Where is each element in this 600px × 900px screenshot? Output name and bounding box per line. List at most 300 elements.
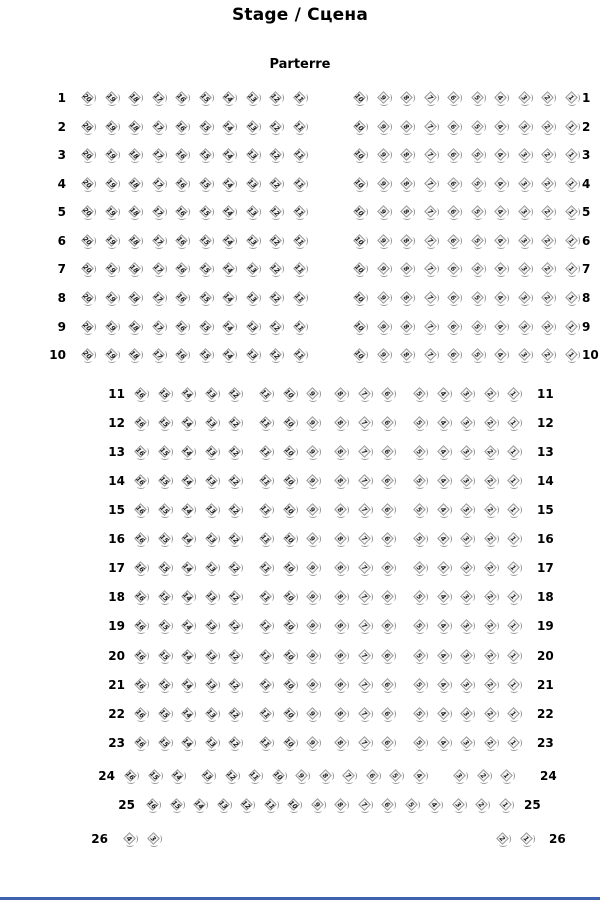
- seat[interactable]: [459, 735, 475, 751]
- seat[interactable]: [470, 204, 486, 220]
- seat[interactable]: [133, 589, 149, 605]
- seat[interactable]: [498, 797, 514, 813]
- seat[interactable]: [127, 261, 143, 277]
- seat[interactable]: [227, 415, 243, 431]
- seat[interactable]: [151, 347, 167, 363]
- seat[interactable]: [204, 560, 220, 576]
- seat[interactable]: [540, 176, 556, 192]
- seat[interactable]: [227, 560, 243, 576]
- seat[interactable]: [221, 233, 237, 249]
- seat[interactable]: [80, 147, 96, 163]
- seat[interactable]: [204, 502, 220, 518]
- seat[interactable]: [180, 444, 196, 460]
- seat[interactable]: [133, 444, 149, 460]
- seat[interactable]: [227, 735, 243, 751]
- seat[interactable]: [412, 648, 428, 664]
- seat[interactable]: [423, 176, 439, 192]
- seat[interactable]: [318, 768, 334, 784]
- seat[interactable]: [174, 176, 190, 192]
- seat[interactable]: [221, 347, 237, 363]
- seat[interactable]: [333, 473, 349, 489]
- seat[interactable]: [470, 176, 486, 192]
- seat[interactable]: [333, 618, 349, 634]
- seat[interactable]: [352, 204, 368, 220]
- seat[interactable]: [133, 502, 149, 518]
- seat[interactable]: [180, 648, 196, 664]
- seat[interactable]: [436, 677, 452, 693]
- seat[interactable]: [151, 261, 167, 277]
- seat[interactable]: [133, 386, 149, 402]
- seat[interactable]: [540, 90, 556, 106]
- seat[interactable]: [123, 768, 139, 784]
- seat[interactable]: [423, 147, 439, 163]
- seat[interactable]: [357, 618, 373, 634]
- seat[interactable]: [227, 706, 243, 722]
- seat[interactable]: [493, 119, 509, 135]
- seat[interactable]: [459, 531, 475, 547]
- seat[interactable]: [157, 560, 173, 576]
- seat[interactable]: [446, 290, 462, 306]
- seat[interactable]: [80, 90, 96, 106]
- seat[interactable]: [282, 531, 298, 547]
- seat[interactable]: [174, 290, 190, 306]
- seat[interactable]: [517, 176, 533, 192]
- seat[interactable]: [493, 319, 509, 335]
- seat[interactable]: [80, 261, 96, 277]
- seat[interactable]: [221, 176, 237, 192]
- seat[interactable]: [245, 119, 261, 135]
- seat[interactable]: [104, 147, 120, 163]
- seat[interactable]: [127, 176, 143, 192]
- seat[interactable]: [80, 176, 96, 192]
- seat[interactable]: [506, 735, 522, 751]
- seat[interactable]: [204, 677, 220, 693]
- seat[interactable]: [483, 589, 499, 605]
- seat[interactable]: [436, 415, 452, 431]
- seat[interactable]: [221, 290, 237, 306]
- seat[interactable]: [258, 589, 274, 605]
- seat[interactable]: [483, 531, 499, 547]
- seat[interactable]: [517, 261, 533, 277]
- seat[interactable]: [423, 290, 439, 306]
- seat[interactable]: [258, 531, 274, 547]
- seat[interactable]: [357, 706, 373, 722]
- seat[interactable]: [151, 319, 167, 335]
- seat[interactable]: [104, 233, 120, 249]
- seat[interactable]: [258, 735, 274, 751]
- seat[interactable]: [399, 319, 415, 335]
- seat[interactable]: [198, 319, 214, 335]
- seat[interactable]: [540, 147, 556, 163]
- seat[interactable]: [519, 831, 535, 847]
- seat[interactable]: [180, 560, 196, 576]
- seat[interactable]: [423, 319, 439, 335]
- seat[interactable]: [459, 386, 475, 402]
- seat[interactable]: [180, 618, 196, 634]
- seat[interactable]: [376, 176, 392, 192]
- seat[interactable]: [517, 204, 533, 220]
- seat[interactable]: [352, 233, 368, 249]
- seat[interactable]: [423, 90, 439, 106]
- seat[interactable]: [104, 176, 120, 192]
- seat[interactable]: [174, 119, 190, 135]
- seat[interactable]: [376, 319, 392, 335]
- seat[interactable]: [216, 797, 232, 813]
- seat[interactable]: [333, 735, 349, 751]
- seat[interactable]: [399, 176, 415, 192]
- seat[interactable]: [258, 386, 274, 402]
- seat[interactable]: [376, 233, 392, 249]
- seat[interactable]: [333, 415, 349, 431]
- seat[interactable]: [157, 648, 173, 664]
- seat[interactable]: [258, 415, 274, 431]
- seat[interactable]: [157, 444, 173, 460]
- seat[interactable]: [198, 290, 214, 306]
- seat[interactable]: [170, 768, 186, 784]
- seat[interactable]: [305, 531, 321, 547]
- seat[interactable]: [436, 560, 452, 576]
- seat[interactable]: [333, 531, 349, 547]
- seat[interactable]: [380, 735, 396, 751]
- seat[interactable]: [517, 347, 533, 363]
- seat[interactable]: [282, 618, 298, 634]
- seat[interactable]: [446, 176, 462, 192]
- seat[interactable]: [292, 119, 308, 135]
- seat[interactable]: [517, 290, 533, 306]
- seat[interactable]: [446, 119, 462, 135]
- seat[interactable]: [104, 204, 120, 220]
- seat[interactable]: [564, 119, 580, 135]
- seat[interactable]: [436, 502, 452, 518]
- seat[interactable]: [247, 768, 263, 784]
- seat[interactable]: [459, 444, 475, 460]
- seat[interactable]: [282, 415, 298, 431]
- seat[interactable]: [104, 290, 120, 306]
- seat[interactable]: [133, 560, 149, 576]
- seat[interactable]: [133, 677, 149, 693]
- seat[interactable]: [204, 706, 220, 722]
- seat[interactable]: [268, 176, 284, 192]
- seat[interactable]: [470, 347, 486, 363]
- seat[interactable]: [204, 415, 220, 431]
- seat[interactable]: [470, 147, 486, 163]
- seat[interactable]: [268, 147, 284, 163]
- seat[interactable]: [180, 415, 196, 431]
- seat[interactable]: [282, 677, 298, 693]
- seat[interactable]: [506, 473, 522, 489]
- seat[interactable]: [470, 261, 486, 277]
- seat[interactable]: [380, 648, 396, 664]
- seat[interactable]: [204, 531, 220, 547]
- seat[interactable]: [258, 502, 274, 518]
- seat[interactable]: [80, 319, 96, 335]
- seat[interactable]: [333, 502, 349, 518]
- seat[interactable]: [436, 648, 452, 664]
- seat[interactable]: [282, 386, 298, 402]
- seat[interactable]: [459, 560, 475, 576]
- seat[interactable]: [292, 347, 308, 363]
- seat[interactable]: [157, 706, 173, 722]
- seat[interactable]: [227, 444, 243, 460]
- seat[interactable]: [357, 589, 373, 605]
- seat[interactable]: [357, 415, 373, 431]
- seat[interactable]: [399, 119, 415, 135]
- seat[interactable]: [258, 706, 274, 722]
- seat[interactable]: [446, 319, 462, 335]
- seat[interactable]: [245, 90, 261, 106]
- seat[interactable]: [564, 176, 580, 192]
- seat[interactable]: [365, 768, 381, 784]
- seat[interactable]: [483, 444, 499, 460]
- seat[interactable]: [423, 261, 439, 277]
- seat[interactable]: [221, 119, 237, 135]
- seat[interactable]: [333, 589, 349, 605]
- seat[interactable]: [540, 204, 556, 220]
- seat[interactable]: [271, 768, 287, 784]
- seat[interactable]: [133, 531, 149, 547]
- seat[interactable]: [227, 386, 243, 402]
- seat[interactable]: [540, 347, 556, 363]
- seat[interactable]: [204, 618, 220, 634]
- seat[interactable]: [506, 560, 522, 576]
- seat[interactable]: [436, 386, 452, 402]
- seat[interactable]: [157, 589, 173, 605]
- seat[interactable]: [412, 677, 428, 693]
- seat[interactable]: [333, 706, 349, 722]
- seat[interactable]: [305, 386, 321, 402]
- seat[interactable]: [412, 444, 428, 460]
- seat[interactable]: [357, 560, 373, 576]
- seat[interactable]: [506, 444, 522, 460]
- seat[interactable]: [80, 204, 96, 220]
- seat[interactable]: [412, 618, 428, 634]
- seat[interactable]: [151, 176, 167, 192]
- seat[interactable]: [80, 119, 96, 135]
- seat[interactable]: [245, 319, 261, 335]
- seat[interactable]: [427, 797, 443, 813]
- seat[interactable]: [493, 147, 509, 163]
- seat[interactable]: [157, 531, 173, 547]
- seat[interactable]: [380, 677, 396, 693]
- seat[interactable]: [459, 473, 475, 489]
- seat[interactable]: [412, 589, 428, 605]
- seat[interactable]: [169, 797, 185, 813]
- seat[interactable]: [80, 233, 96, 249]
- seat[interactable]: [399, 147, 415, 163]
- seat[interactable]: [227, 502, 243, 518]
- seat[interactable]: [221, 204, 237, 220]
- seat[interactable]: [459, 415, 475, 431]
- seat[interactable]: [198, 347, 214, 363]
- seat[interactable]: [380, 386, 396, 402]
- seat[interactable]: [446, 261, 462, 277]
- seat[interactable]: [245, 233, 261, 249]
- seat[interactable]: [221, 261, 237, 277]
- seat[interactable]: [436, 735, 452, 751]
- seat[interactable]: [157, 415, 173, 431]
- seat[interactable]: [506, 386, 522, 402]
- seat[interactable]: [446, 347, 462, 363]
- seat[interactable]: [282, 502, 298, 518]
- seat[interactable]: [258, 677, 274, 693]
- seat[interactable]: [174, 233, 190, 249]
- seat[interactable]: [198, 233, 214, 249]
- seat[interactable]: [483, 677, 499, 693]
- seat[interactable]: [151, 204, 167, 220]
- seat[interactable]: [352, 176, 368, 192]
- seat[interactable]: [483, 706, 499, 722]
- seat[interactable]: [224, 768, 240, 784]
- seat[interactable]: [506, 531, 522, 547]
- seat[interactable]: [286, 797, 302, 813]
- seat[interactable]: [151, 90, 167, 106]
- seat[interactable]: [540, 233, 556, 249]
- seat[interactable]: [204, 386, 220, 402]
- seat[interactable]: [245, 176, 261, 192]
- seat[interactable]: [506, 706, 522, 722]
- seat[interactable]: [268, 290, 284, 306]
- seat[interactable]: [459, 648, 475, 664]
- seat[interactable]: [145, 797, 161, 813]
- seat[interactable]: [357, 797, 373, 813]
- seat[interactable]: [352, 90, 368, 106]
- seat[interactable]: [227, 589, 243, 605]
- seat[interactable]: [380, 502, 396, 518]
- seat[interactable]: [305, 415, 321, 431]
- seat[interactable]: [459, 677, 475, 693]
- seat[interactable]: [192, 797, 208, 813]
- seat[interactable]: [204, 648, 220, 664]
- seat[interactable]: [198, 204, 214, 220]
- seat[interactable]: [352, 119, 368, 135]
- seat[interactable]: [540, 290, 556, 306]
- seat[interactable]: [268, 119, 284, 135]
- seat[interactable]: [227, 648, 243, 664]
- seat[interactable]: [380, 444, 396, 460]
- seat[interactable]: [459, 589, 475, 605]
- seat[interactable]: [133, 648, 149, 664]
- seat[interactable]: [127, 90, 143, 106]
- seat[interactable]: [333, 560, 349, 576]
- seat[interactable]: [133, 618, 149, 634]
- seat[interactable]: [227, 677, 243, 693]
- seat[interactable]: [292, 90, 308, 106]
- seat[interactable]: [157, 473, 173, 489]
- seat[interactable]: [436, 706, 452, 722]
- seat[interactable]: [292, 147, 308, 163]
- seat[interactable]: [305, 473, 321, 489]
- seat[interactable]: [376, 204, 392, 220]
- seat[interactable]: [474, 797, 490, 813]
- seat[interactable]: [133, 706, 149, 722]
- seat[interactable]: [446, 233, 462, 249]
- seat[interactable]: [388, 768, 404, 784]
- seat[interactable]: [540, 261, 556, 277]
- seat[interactable]: [268, 233, 284, 249]
- seat[interactable]: [198, 261, 214, 277]
- seat[interactable]: [352, 290, 368, 306]
- seat[interactable]: [357, 735, 373, 751]
- seat[interactable]: [227, 473, 243, 489]
- seat[interactable]: [157, 618, 173, 634]
- seat[interactable]: [357, 502, 373, 518]
- seat[interactable]: [540, 319, 556, 335]
- seat[interactable]: [451, 797, 467, 813]
- seat[interactable]: [333, 386, 349, 402]
- seat[interactable]: [399, 204, 415, 220]
- seat[interactable]: [245, 147, 261, 163]
- seat[interactable]: [376, 290, 392, 306]
- seat[interactable]: [517, 147, 533, 163]
- seat[interactable]: [493, 90, 509, 106]
- seat[interactable]: [506, 677, 522, 693]
- seat[interactable]: [127, 319, 143, 335]
- seat[interactable]: [80, 347, 96, 363]
- seat[interactable]: [305, 589, 321, 605]
- seat[interactable]: [174, 147, 190, 163]
- seat[interactable]: [493, 290, 509, 306]
- seat[interactable]: [446, 90, 462, 106]
- seat[interactable]: [493, 261, 509, 277]
- seat[interactable]: [517, 119, 533, 135]
- seat[interactable]: [133, 473, 149, 489]
- seat[interactable]: [357, 531, 373, 547]
- seat[interactable]: [268, 319, 284, 335]
- seat[interactable]: [282, 735, 298, 751]
- seat[interactable]: [540, 119, 556, 135]
- seat[interactable]: [483, 648, 499, 664]
- seat[interactable]: [174, 347, 190, 363]
- seat[interactable]: [127, 290, 143, 306]
- seat[interactable]: [282, 589, 298, 605]
- seat[interactable]: [436, 473, 452, 489]
- seat[interactable]: [333, 444, 349, 460]
- seat[interactable]: [564, 204, 580, 220]
- seat[interactable]: [122, 831, 138, 847]
- seat[interactable]: [380, 706, 396, 722]
- seat[interactable]: [357, 648, 373, 664]
- seat[interactable]: [376, 347, 392, 363]
- seat[interactable]: [423, 204, 439, 220]
- seat[interactable]: [221, 90, 237, 106]
- seat[interactable]: [399, 90, 415, 106]
- seat[interactable]: [151, 233, 167, 249]
- seat[interactable]: [352, 347, 368, 363]
- seat[interactable]: [151, 147, 167, 163]
- seat[interactable]: [499, 768, 515, 784]
- seat[interactable]: [292, 176, 308, 192]
- seat[interactable]: [292, 319, 308, 335]
- seat[interactable]: [376, 90, 392, 106]
- seat[interactable]: [127, 347, 143, 363]
- seat[interactable]: [200, 768, 216, 784]
- seat[interactable]: [292, 204, 308, 220]
- seat[interactable]: [506, 618, 522, 634]
- seat[interactable]: [352, 319, 368, 335]
- seat[interactable]: [305, 735, 321, 751]
- seat[interactable]: [282, 560, 298, 576]
- seat[interactable]: [174, 319, 190, 335]
- seat[interactable]: [258, 473, 274, 489]
- seat[interactable]: [292, 233, 308, 249]
- seat[interactable]: [239, 797, 255, 813]
- seat[interactable]: [446, 147, 462, 163]
- seat[interactable]: [412, 560, 428, 576]
- seat[interactable]: [564, 233, 580, 249]
- seat[interactable]: [412, 415, 428, 431]
- seat[interactable]: [310, 797, 326, 813]
- seat[interactable]: [470, 233, 486, 249]
